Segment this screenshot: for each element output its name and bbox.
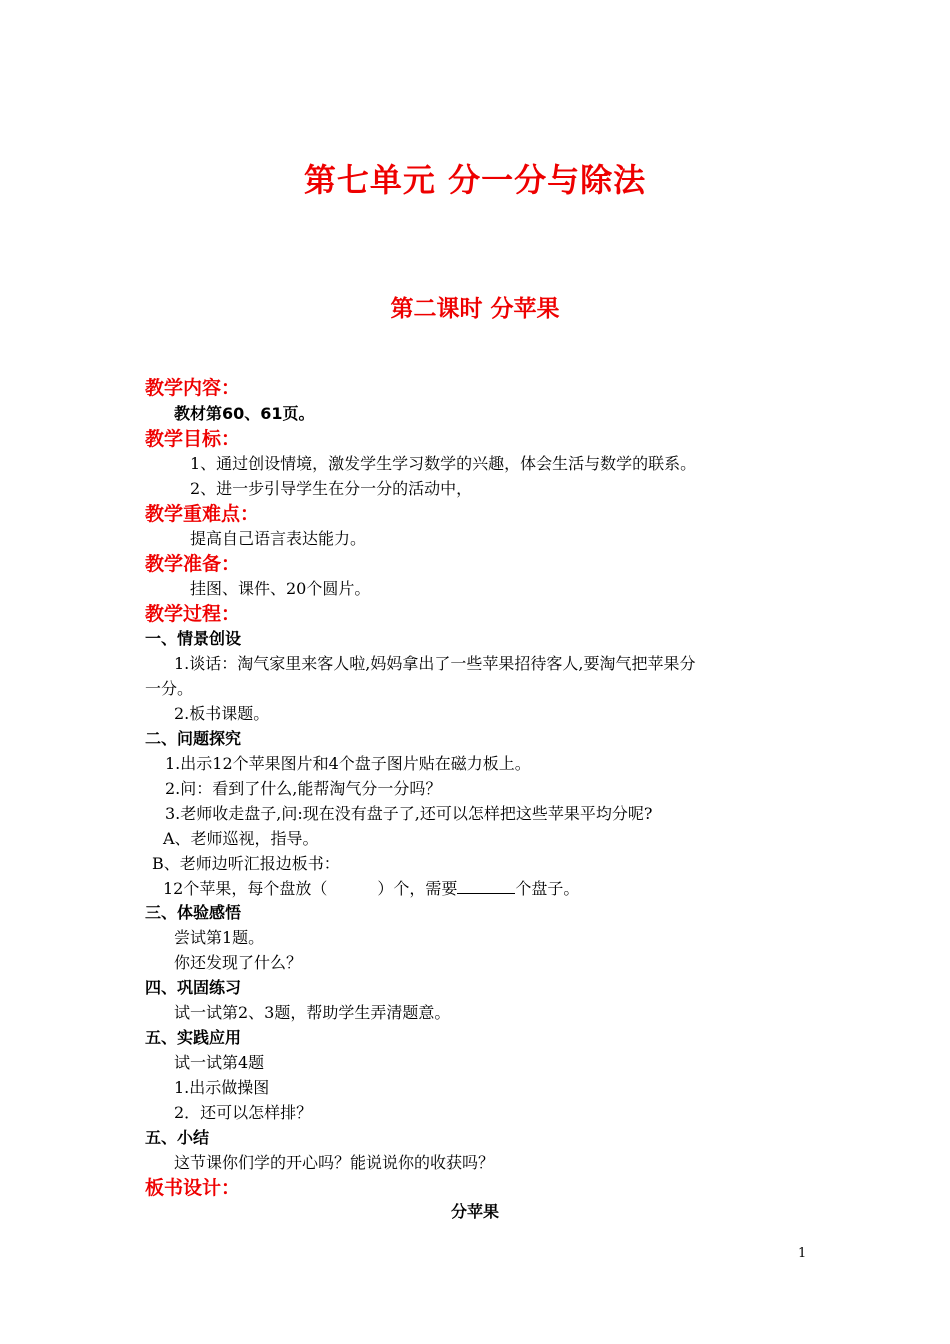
fill-middle: ）个，需要 [377,879,458,898]
fill-blank [457,879,515,894]
process-part5-line2: 1.出示做操图 [174,1078,270,1097]
section-heading-preparation: 教学准备： [145,553,241,575]
process-part2-heading: 二、问题探究 [145,729,242,748]
section-heading-goals: 教学目标： [145,428,241,450]
process-part2-lineB: B、老师边听汇报边板书： [152,854,340,873]
key-points-text: 提高自己语言表达能力。 [190,529,367,548]
process-part1-heading: 一、情景创设 [145,629,242,648]
process-part1-line1b: 一分。 [145,679,194,698]
process-part5-heading: 五、实践应用 [145,1028,242,1047]
fill-suffix: 个盘子。 [515,879,580,898]
process-part6-line1: 这节课你们学的开心吗？能说说你的收获吗？ [174,1153,495,1172]
goal-item-2: 2、进一步引导学生在分一分的活动中， [190,479,473,498]
section-heading-process: 教学过程： [145,603,241,625]
process-part1-line2: 2.板书课题。 [174,704,270,723]
lesson-subtitle: 第二课时 分苹果 [390,295,560,322]
process-part5-line3: 2．还可以怎样排？ [174,1103,313,1122]
preparation-text: 挂图、课件、20个圆片。 [190,579,371,598]
process-part2-lineA: A、老师巡视，指导。 [163,829,319,848]
board-design-title: 分苹果 [450,1202,499,1221]
process-part2-line2: 2.问：看到了什么,能帮淘气分一分吗？ [165,779,442,798]
process-part2-line3: 3.老师收走盘子,问:现在没有盘子了,还可以怎样把这些苹果平均分呢? [165,804,653,823]
process-part3-heading: 三、体验感悟 [145,903,242,922]
process-part3-line2: 你还发现了什么？ [174,953,303,972]
process-part5-line1: 试一试第4题 [174,1053,265,1072]
page-title: 第七单元 分一分与除法 [303,161,647,199]
section-heading-key-points: 教学重难点： [145,503,260,525]
section-heading-board: 板书设计： [145,1177,241,1199]
process-part3-line1: 尝试第1题。 [174,928,265,947]
process-part2-line1: 1.出示12个苹果图片和4个盘子图片贴在磁力板上。 [165,754,531,773]
process-part4-line1: 试一试第2、3题，帮助学生弄清题意。 [174,1003,451,1022]
fill-prefix: 12个苹果，每个盘放（ [163,879,328,898]
process-part6-heading: 五、小结 [145,1128,210,1147]
process-part1-line1a: 1.谈话：淘气家里来客人啦,妈妈拿出了一些苹果招待客人,要淘气把苹果分 [174,654,696,673]
process-part2-fill-line [163,876,579,899]
process-part4-heading: 四、巩固练习 [145,978,242,997]
page-number: 1 [798,1246,807,1261]
goal-item-1: 1、通过创设情境，激发学生学习数学的兴趣，体会生活与数学的联系。 [190,454,697,473]
section-heading-content: 教学内容： [145,377,241,399]
content-text: 教材第60、61页。 [174,404,315,423]
